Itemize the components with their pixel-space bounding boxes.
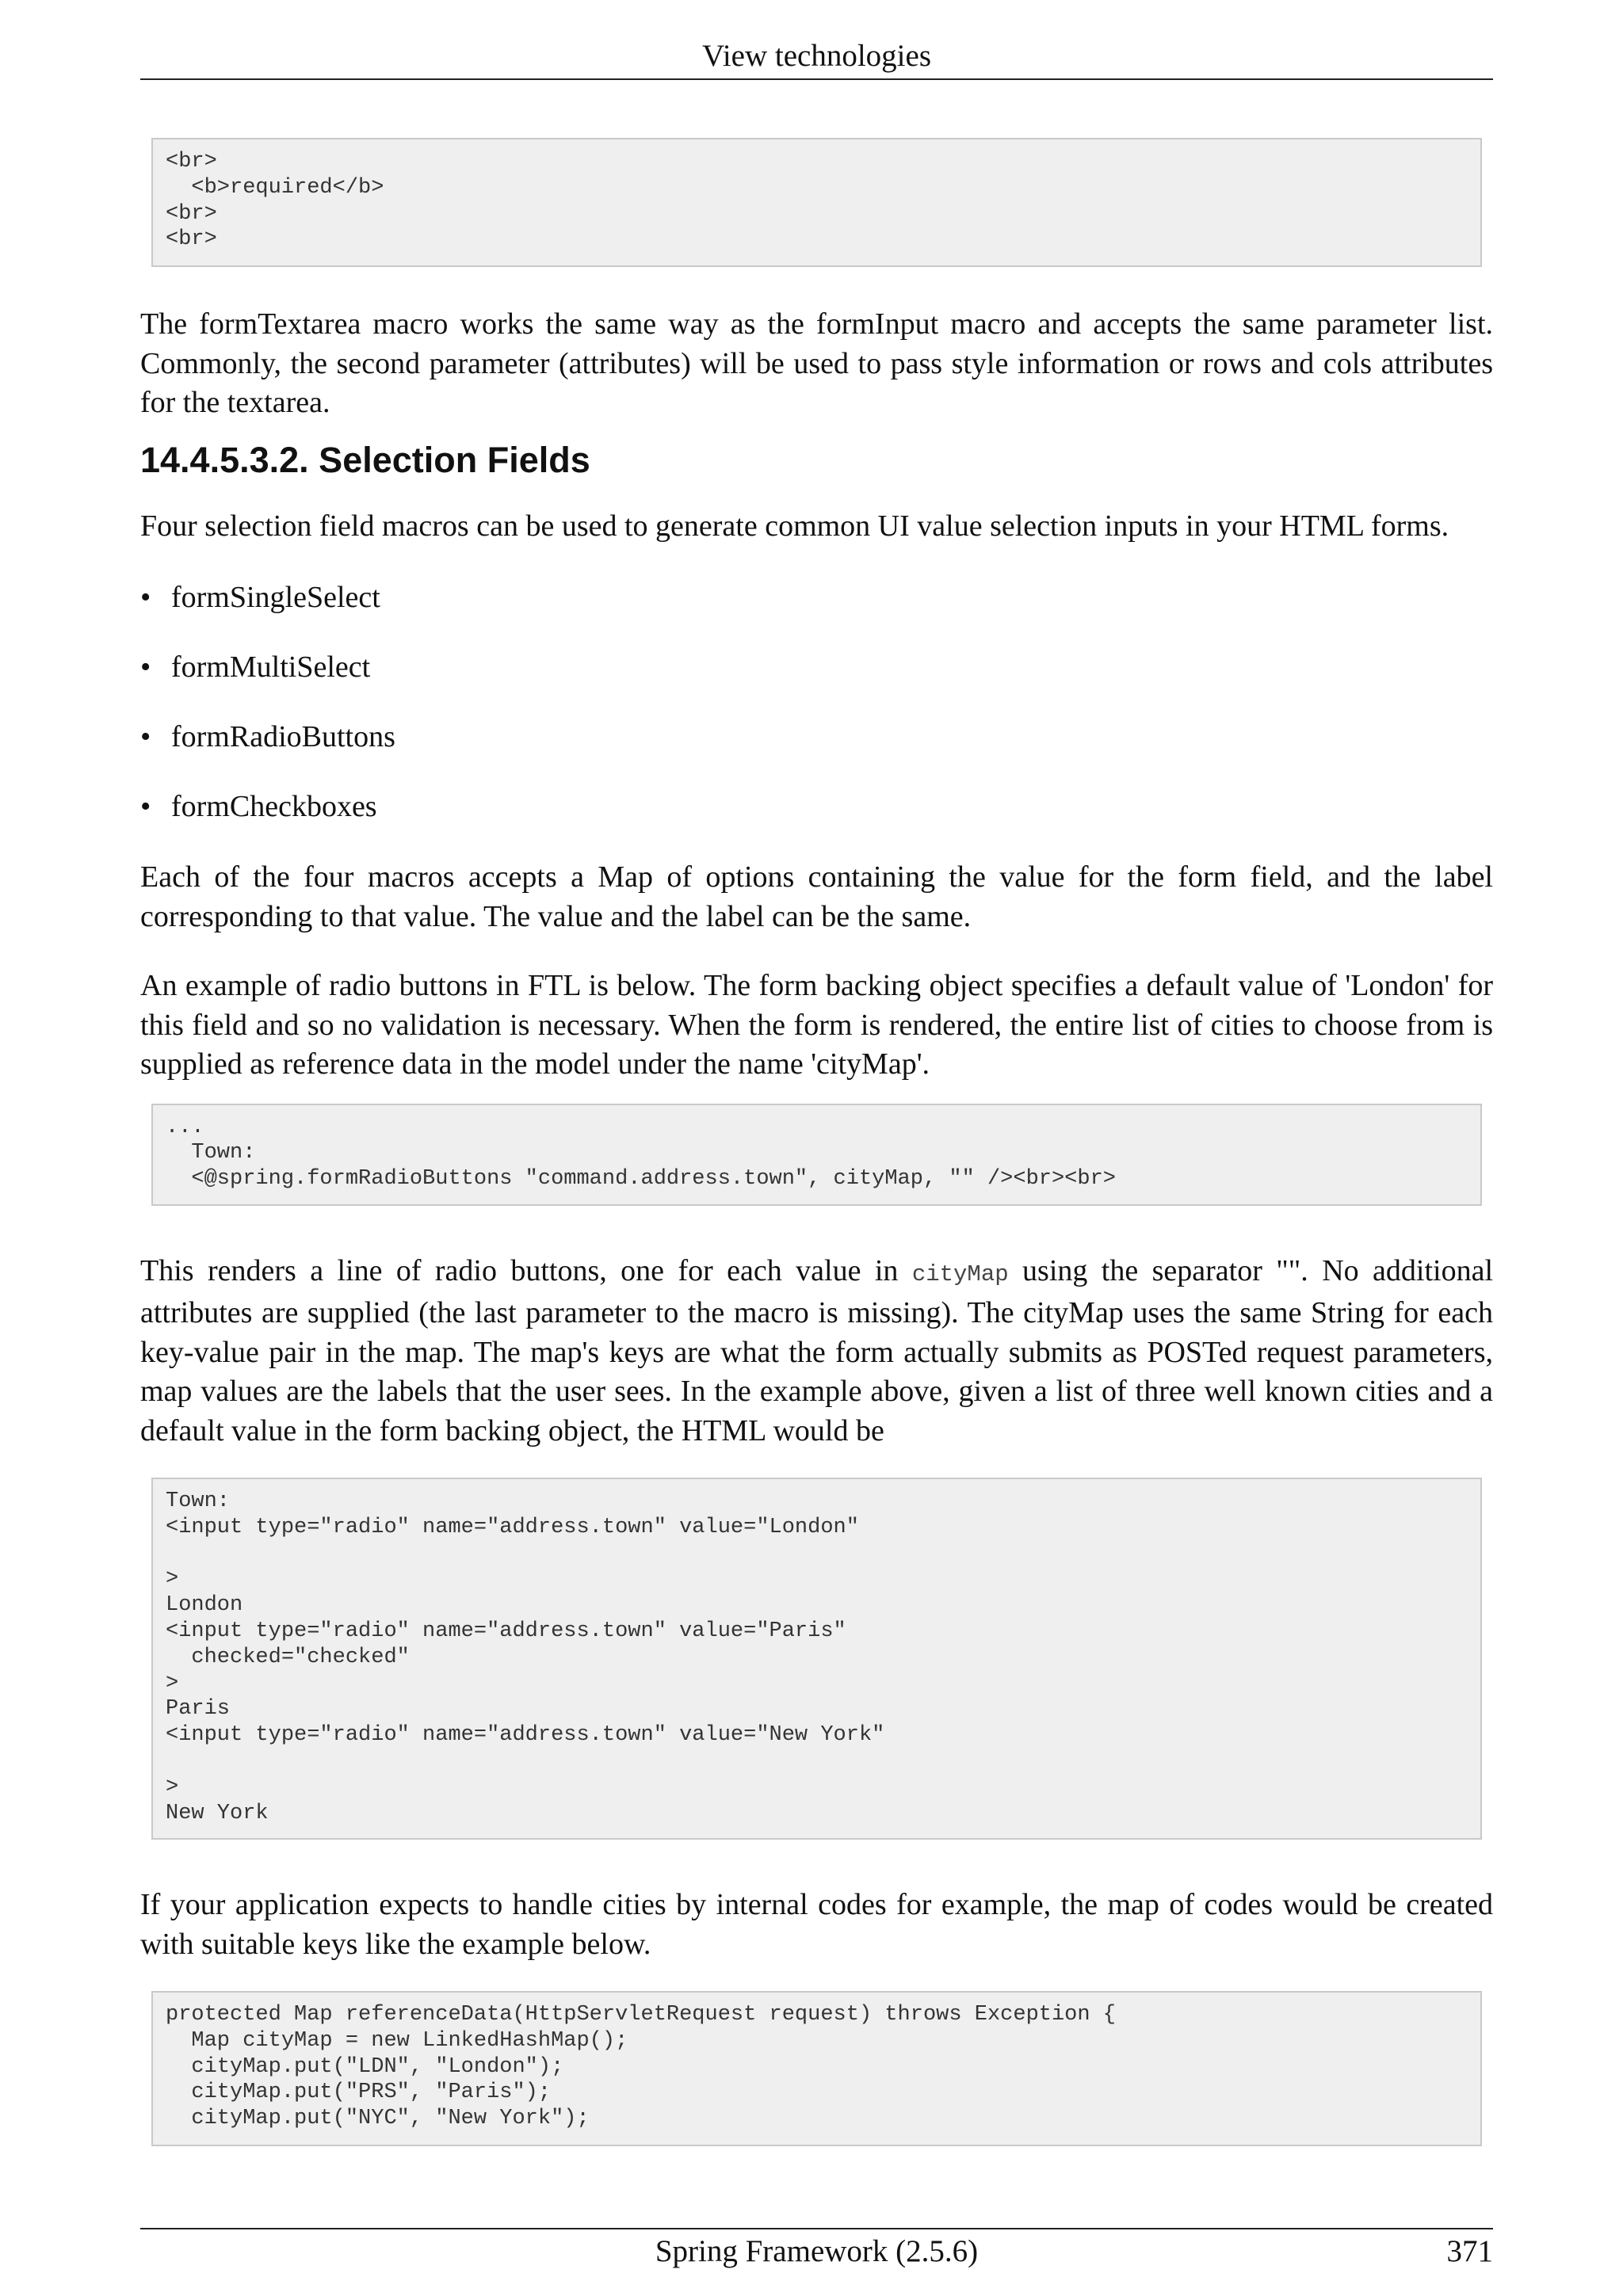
list-item-label: formCheckboxes [171, 790, 377, 823]
list-item-label: formSingleSelect [171, 581, 380, 614]
list-item-label: formRadioButtons [171, 720, 395, 753]
document-page [140, 0, 1493, 2296]
page-header-title: View technologies [702, 39, 931, 73]
paragraph-renders-radio [140, 1252, 1493, 1451]
list-item [140, 578, 1493, 617]
inline-code-citymap: cityMap [911, 1261, 1009, 1287]
paragraph-internal-codes: If your application expects to handle cities by internal codes for example, the map of codes would be created with suitable keys like the example below. [140, 1888, 1493, 1961]
footer-title: Spring Framework (2.5.6) [655, 2234, 979, 2268]
page-content [140, 138, 1493, 2146]
code-block-html-output: Town: <input type="radio" name="address.town" value="London" > London <input type="radio" name="address.town" value="Paris" checked="checked" > Paris <input type="radio" name="address.town" value="New York" > New York [151, 1478, 1482, 1840]
header-divider [140, 78, 1493, 80]
bullet-icon: • [140, 650, 151, 684]
paragraph-text-after: using the separator "". No additional attributes are supplied (the last parameter to the macro is missing). The cityMap uses the same String for each key-value pair in the map. The map's keys are what the form actually submits as POSTed request parameters, map values are the labels that the user sees. In the example above, given a list of three well known cities and a default value in the form backing object, the HTML would be [140, 1253, 1493, 1447]
footer-divider [140, 2228, 1493, 2229]
list-item [140, 647, 1493, 687]
paragraph-radio-example: An example of radio buttons in FTL is below. The form backing object specifies a default value of 'London' for this field and so no validation is necessary. When the form is rendered, the entire list of cities to choose from is supplied as reference data in the model under the name 'cityMap'. [140, 969, 1493, 1081]
list-item-label: formMultiSelect [171, 650, 371, 684]
paragraph-text-before: This renders a line of radio buttons, one for each value in [140, 1253, 912, 1287]
code-block-ftl-radio: ... Town: <@spring.formRadioButtons "command.address.town", cityMap, "" /><br><br> [151, 1104, 1482, 1206]
page-number: 371 [1446, 2234, 1493, 2268]
section-title-selection-fields: 14.4.5.3.2. Selection Fields [140, 439, 590, 480]
bullet-icon: • [140, 720, 151, 753]
list-item [140, 717, 1493, 757]
list-item [140, 787, 1493, 826]
macro-bullet-list [140, 578, 1493, 826]
paragraph-selection-intro: Four selection field macros can be used to generate common UI value selection inputs in your HTML forms. [140, 509, 1449, 543]
bullet-icon: • [140, 581, 151, 614]
code-block-br-required: <br> <b>required</b> <br> <br> [151, 138, 1482, 267]
paragraph-formtextarea: The formTextarea macro works the same way as the formInput macro and accepts the same parameter list. Commonly, the second parameter (attributes) will be used to pass style information or rows and cols attributes for the textarea. [140, 307, 1493, 419]
paragraph-map-of-options: Each of the four macros accepts a Map of options containing the value for the form field, and the label corresponding to that value. The value and the label can be the same. [140, 860, 1493, 933]
code-block-reference-data: protected Map referenceData(HttpServletRequest request) throws Exception { Map cityMap = new LinkedHashMap(); cityMap.put("LDN", "London"); cityMap.put("PRS", "Paris"); cityMap.put("NYC", "New York"); [151, 1991, 1482, 2146]
bullet-icon: • [140, 790, 151, 823]
